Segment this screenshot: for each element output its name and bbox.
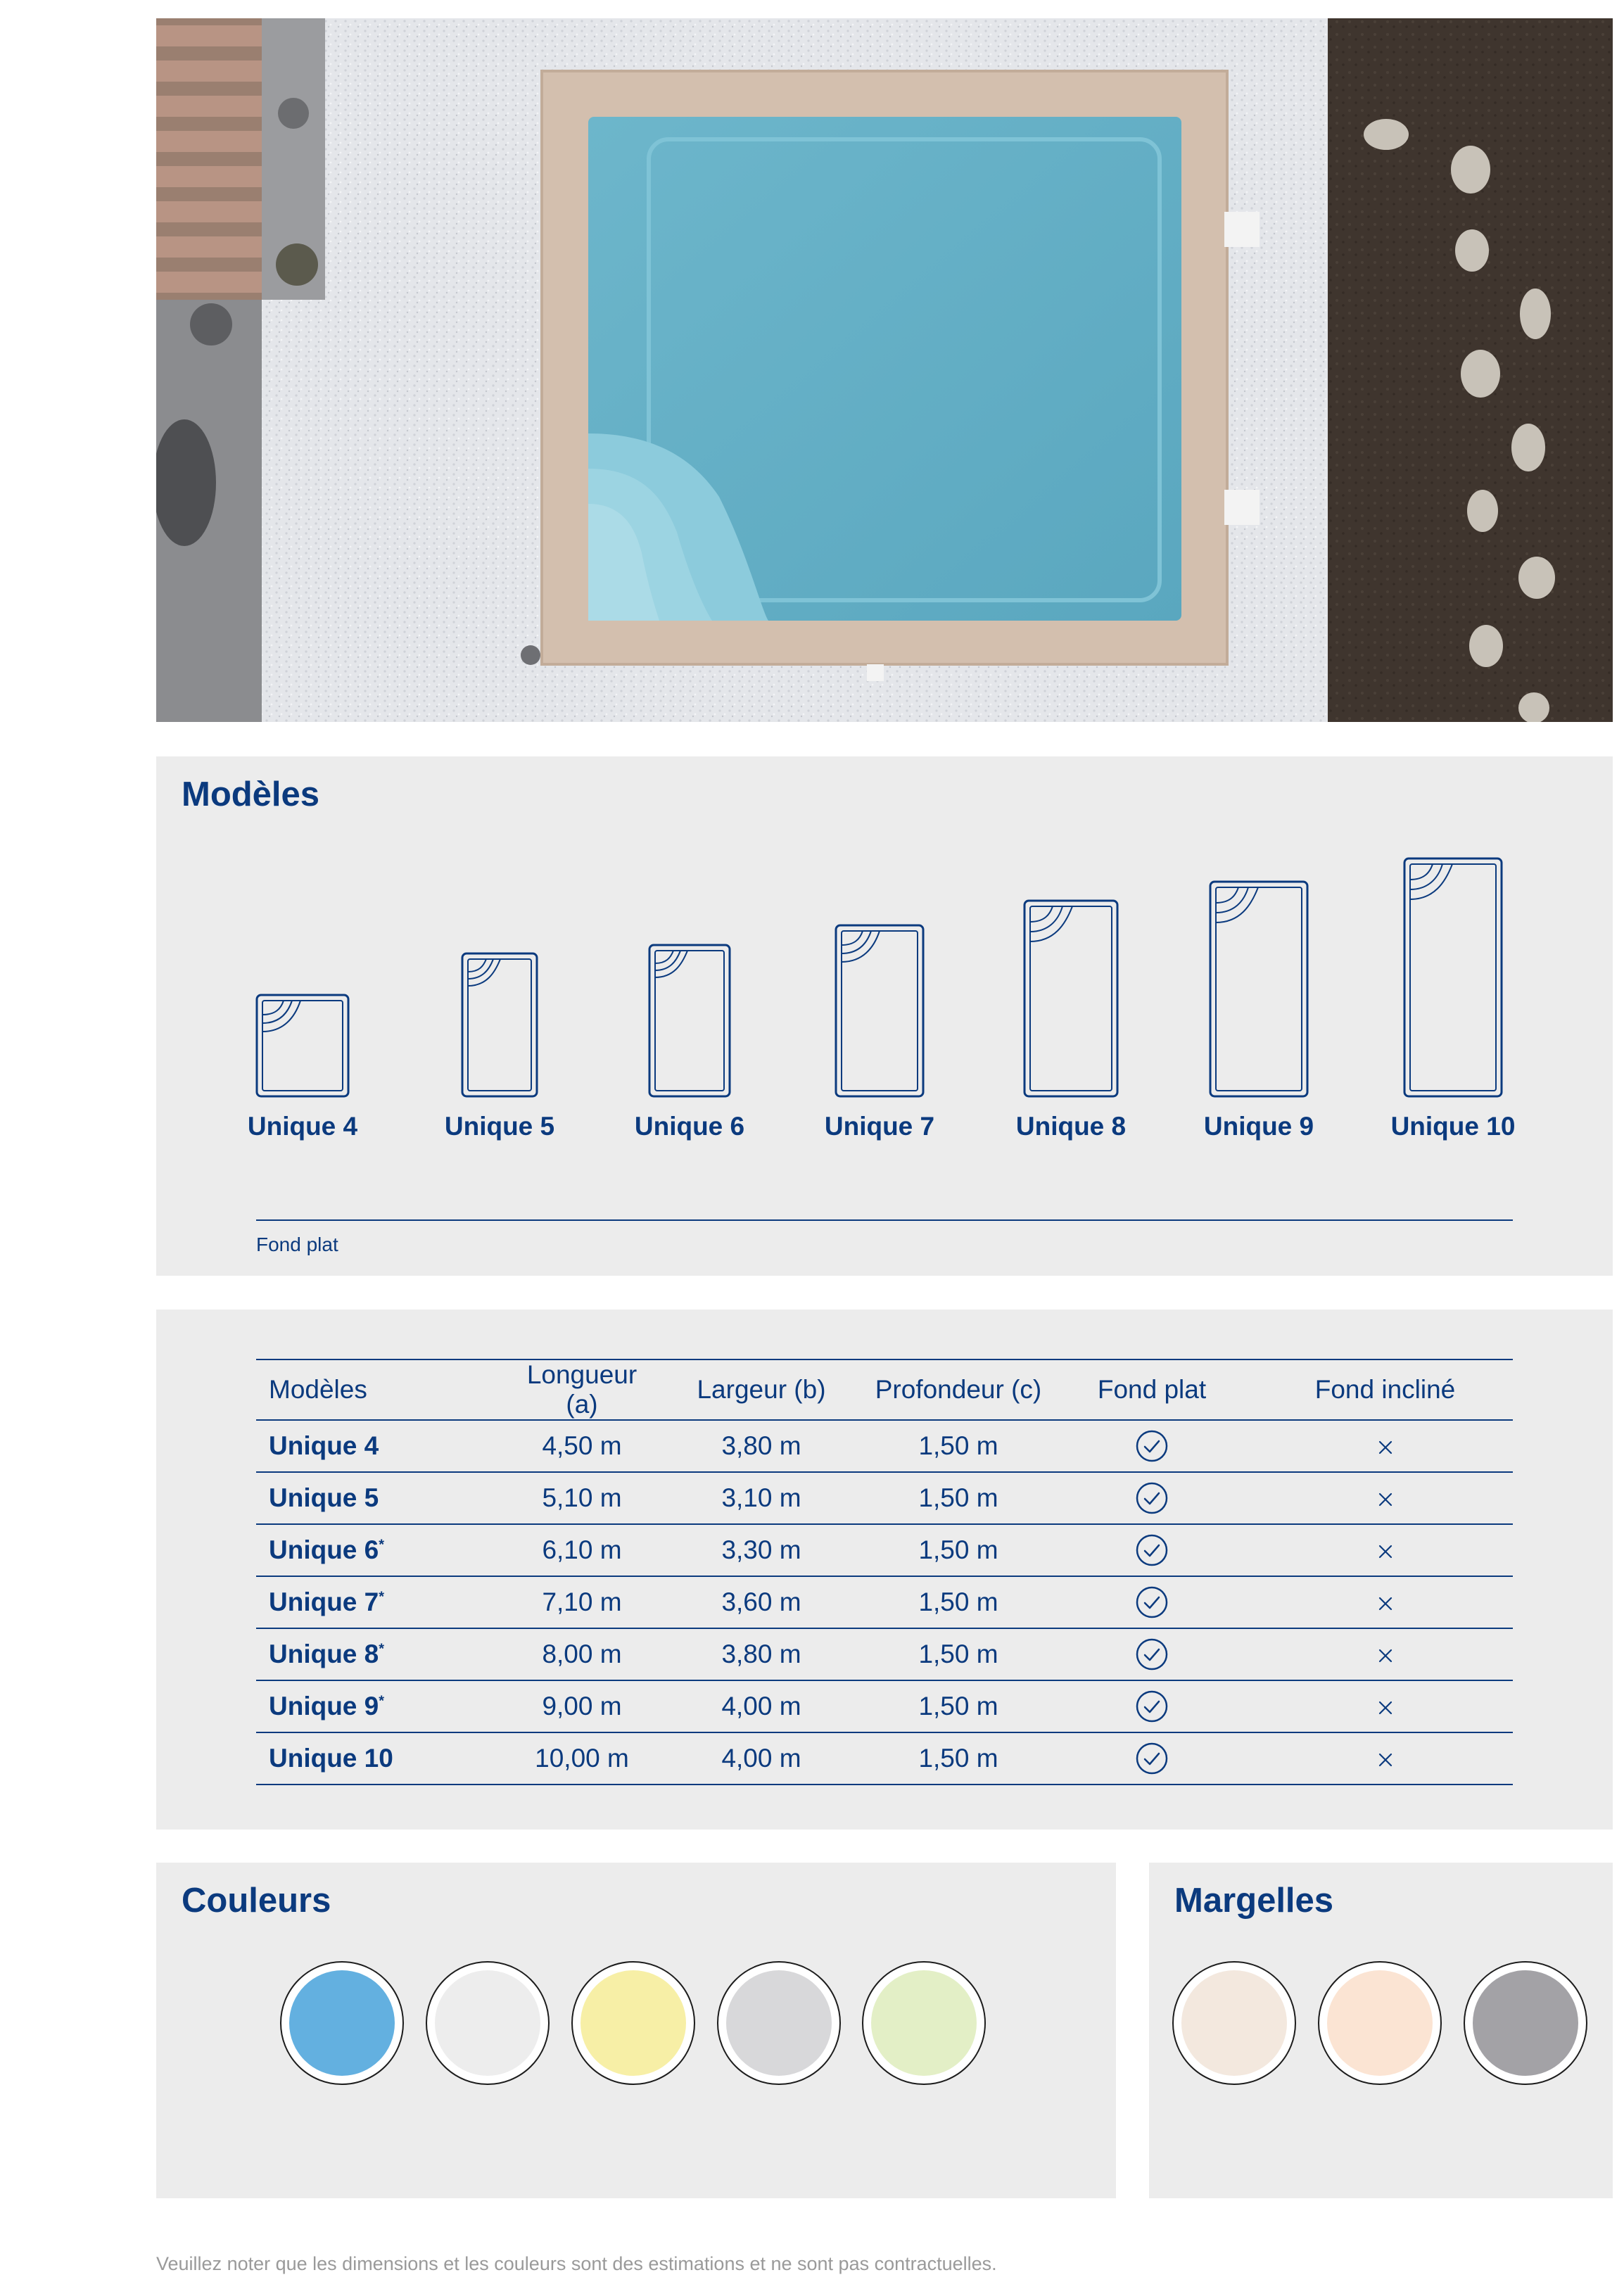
table-header-row xyxy=(256,1359,1513,1420)
swatch-fill xyxy=(1181,1970,1287,2076)
model-unique-4[interactable] xyxy=(243,994,362,1141)
model-unique-9[interactable] xyxy=(1192,880,1326,1141)
model-label: Unique 7 xyxy=(824,1112,935,1141)
colors-title: Couleurs xyxy=(182,1882,331,1920)
swatch-fill xyxy=(435,1970,540,2076)
table-row xyxy=(256,1524,1513,1576)
model-name: Unique 7 xyxy=(269,1587,379,1616)
swatch-fill xyxy=(726,1970,832,2076)
cell-largeur: 3,80 m xyxy=(652,1628,870,1680)
table-row xyxy=(256,1628,1513,1680)
specs-panel xyxy=(156,1310,1613,1830)
check-icon xyxy=(1135,1586,1169,1615)
swatch-fill xyxy=(1473,1970,1578,2076)
cell-largeur: 3,10 m xyxy=(652,1472,870,1524)
model-label: Unique 8 xyxy=(1015,1112,1127,1141)
cross-icon xyxy=(1377,1692,1394,1720)
model-name: Unique 10 xyxy=(269,1744,393,1773)
model-name: Unique 5 xyxy=(269,1483,379,1512)
cell-profondeur: 1,50 m xyxy=(870,1472,1046,1524)
cell-profondeur: 1,50 m xyxy=(870,1628,1046,1680)
cell-model xyxy=(256,1732,512,1785)
cell-longueur: 10,00 m xyxy=(512,1732,652,1785)
cell-largeur: 3,80 m xyxy=(652,1420,870,1472)
header-longueur: Longueur (a) xyxy=(512,1359,652,1420)
cell-largeur: 4,00 m xyxy=(652,1680,870,1732)
cell-fond-plat xyxy=(1046,1524,1257,1576)
cell-fond-incline xyxy=(1257,1472,1513,1524)
color-swatch-grey[interactable] xyxy=(717,1961,841,2085)
pool-diagram-unique-4 xyxy=(255,994,350,1098)
cell-longueur: 8,00 m xyxy=(512,1628,652,1680)
specs-table-body xyxy=(256,1420,1513,1785)
check-icon xyxy=(1135,1430,1169,1459)
table-row xyxy=(256,1732,1513,1785)
header-modeles: Modèles xyxy=(256,1359,512,1420)
pool-diagram-unique-6 xyxy=(648,944,731,1098)
model-label: Unique 6 xyxy=(634,1112,745,1141)
model-unique-8[interactable] xyxy=(1004,899,1138,1141)
cell-fond-incline xyxy=(1257,1524,1513,1576)
model-label: Unique 10 xyxy=(1390,1112,1516,1141)
cell-profondeur: 1,50 m xyxy=(870,1732,1046,1785)
margelle-swatch-peach[interactable] xyxy=(1318,1961,1442,2085)
cell-longueur: 5,10 m xyxy=(512,1472,652,1524)
colors-panel xyxy=(156,1863,1116,2198)
asterisk: * xyxy=(379,1641,385,1657)
hero-pool-photo xyxy=(156,18,1613,722)
cell-fond-plat xyxy=(1046,1472,1257,1524)
model-name: Unique 9 xyxy=(269,1692,379,1720)
pool-diagram-unique-9 xyxy=(1209,880,1309,1098)
asterisk: * xyxy=(379,1589,385,1605)
color-swatch-white[interactable] xyxy=(426,1961,550,2085)
margelle-swatch-ivory[interactable] xyxy=(1172,1961,1296,2085)
models-title: Modèles xyxy=(182,775,320,813)
footnote: Veuillez noter que les dimensions et les couleurs sont des estimations et ne sont pas contractuelles. xyxy=(156,2253,997,2274)
cell-fond-plat xyxy=(1046,1628,1257,1680)
cross-icon xyxy=(1377,1640,1394,1668)
model-unique-6[interactable] xyxy=(623,944,756,1141)
margelles-panel xyxy=(1149,1863,1613,2198)
table-row xyxy=(256,1680,1513,1732)
cell-longueur: 9,00 m xyxy=(512,1680,652,1732)
margelles-title: Margelles xyxy=(1174,1882,1334,1920)
asterisk: * xyxy=(379,1537,385,1553)
model-label: Unique 4 xyxy=(247,1112,358,1141)
check-icon xyxy=(1135,1742,1169,1771)
cell-largeur: 3,30 m xyxy=(652,1524,870,1576)
table-row xyxy=(256,1472,1513,1524)
swatch-fill xyxy=(289,1970,395,2076)
cell-model xyxy=(256,1524,512,1576)
model-label: Unique 9 xyxy=(1203,1112,1314,1141)
cell-model xyxy=(256,1680,512,1732)
models-panel xyxy=(156,756,1613,1276)
table-row xyxy=(256,1576,1513,1628)
pool-diagram-unique-5 xyxy=(461,952,538,1098)
swatch-fill xyxy=(581,1970,686,2076)
cross-icon xyxy=(1377,1587,1394,1616)
model-name: Unique 4 xyxy=(269,1431,379,1460)
swatch-fill xyxy=(1327,1970,1433,2076)
color-swatch-blue[interactable] xyxy=(280,1961,404,2085)
cross-icon xyxy=(1377,1744,1394,1773)
cell-model xyxy=(256,1472,512,1524)
cell-profondeur: 1,50 m xyxy=(870,1420,1046,1472)
model-unique-7[interactable] xyxy=(813,924,946,1141)
model-name: Unique 6 xyxy=(269,1535,379,1564)
pool-diagram-unique-10 xyxy=(1403,857,1503,1098)
cell-fond-plat xyxy=(1046,1576,1257,1628)
model-name: Unique 8 xyxy=(269,1640,379,1668)
table-row xyxy=(256,1420,1513,1472)
swatch-fill xyxy=(871,1970,977,2076)
header-largeur: Largeur (b) xyxy=(652,1359,870,1420)
cell-profondeur: 1,50 m xyxy=(870,1524,1046,1576)
asterisk: * xyxy=(379,1693,385,1709)
color-swatch-sand[interactable] xyxy=(571,1961,695,2085)
cell-fond-incline xyxy=(1257,1420,1513,1472)
cell-largeur: 3,60 m xyxy=(652,1576,870,1628)
cell-fond-incline xyxy=(1257,1628,1513,1680)
cell-model xyxy=(256,1420,512,1472)
cell-fond-incline xyxy=(1257,1732,1513,1785)
cell-fond-plat xyxy=(1046,1732,1257,1785)
cell-longueur: 7,10 m xyxy=(512,1576,652,1628)
check-icon xyxy=(1135,1638,1169,1667)
header-fond-plat: Fond plat xyxy=(1046,1359,1257,1420)
cell-fond-plat xyxy=(1046,1420,1257,1472)
check-icon xyxy=(1135,1690,1169,1719)
model-unique-5[interactable] xyxy=(433,952,566,1141)
cell-model xyxy=(256,1628,512,1680)
cell-longueur: 4,50 m xyxy=(512,1420,652,1472)
cross-icon xyxy=(1377,1431,1394,1460)
header-fond-incline: Fond incliné xyxy=(1257,1359,1513,1420)
cell-largeur: 4,00 m xyxy=(652,1732,870,1785)
cell-fond-plat xyxy=(1046,1680,1257,1732)
cell-fond-incline xyxy=(1257,1576,1513,1628)
cross-icon xyxy=(1377,1535,1394,1564)
model-unique-10[interactable] xyxy=(1383,857,1523,1141)
pool-aerial-illustration xyxy=(156,18,1613,722)
divider xyxy=(256,1219,1513,1221)
cell-profondeur: 1,50 m xyxy=(870,1680,1046,1732)
cell-profondeur: 1,50 m xyxy=(870,1576,1046,1628)
cell-model xyxy=(256,1576,512,1628)
pool-diagram-unique-7 xyxy=(835,924,925,1098)
specs-table xyxy=(256,1359,1513,1785)
margelle-swatch-grey[interactable] xyxy=(1464,1961,1587,2085)
check-icon xyxy=(1135,1482,1169,1511)
cross-icon xyxy=(1377,1483,1394,1512)
color-swatch-green[interactable] xyxy=(862,1961,986,2085)
cell-longueur: 6,10 m xyxy=(512,1524,652,1576)
pool-diagram-unique-8 xyxy=(1023,899,1119,1098)
header-profondeur: Profondeur (c) xyxy=(870,1359,1046,1420)
fond-plat-label: Fond plat xyxy=(256,1234,338,1255)
cell-fond-incline xyxy=(1257,1680,1513,1732)
model-label: Unique 5 xyxy=(444,1112,555,1141)
check-icon xyxy=(1135,1534,1169,1563)
